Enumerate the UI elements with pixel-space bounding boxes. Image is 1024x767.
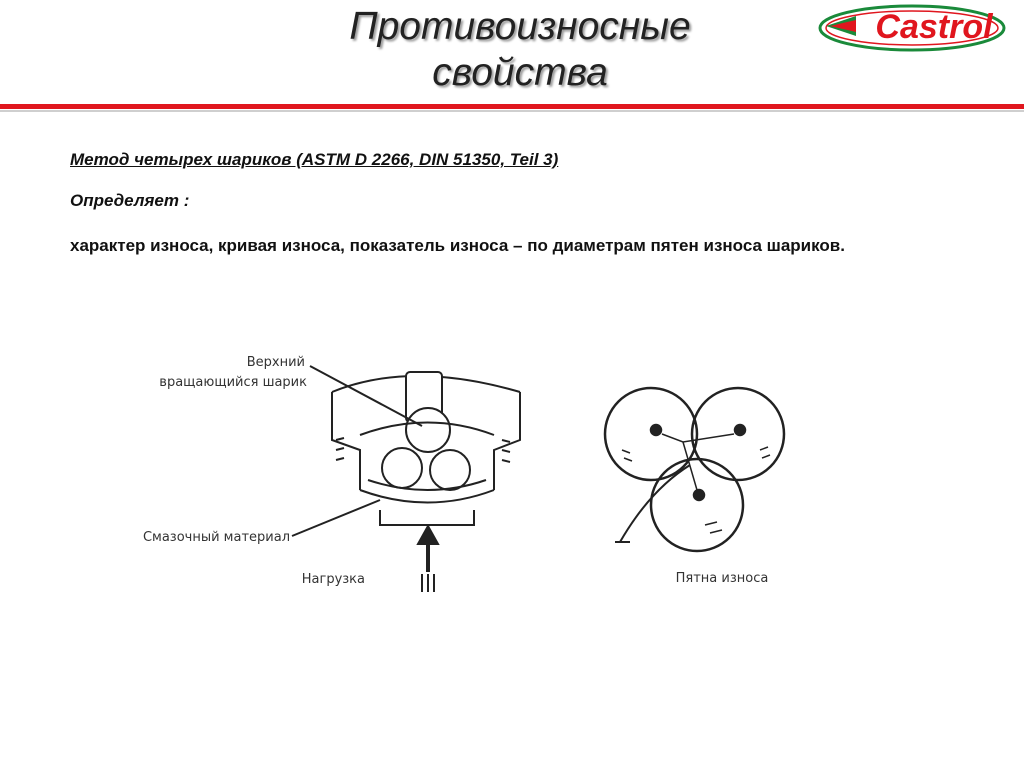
- wear-ball-bottom: [651, 459, 743, 551]
- four-ball-diagram: [110, 330, 830, 610]
- description-text: характер износа, кривая износа, показатель износа – по диаметрам пятен износа шариков.: [70, 236, 845, 255]
- wear-spot-bottom: [694, 490, 704, 500]
- slide-title-line-1: Противоизносные: [349, 5, 691, 48]
- label-top-ball-line-1: Верхний: [246, 355, 305, 370]
- top-ball: [406, 408, 450, 452]
- castrol-logo: [816, 2, 1016, 54]
- method-heading: Метод четырех шариков (ASTM D 2266, DIN 51350, Teil 3): [70, 150, 559, 169]
- header-red-rule: [0, 104, 1024, 109]
- label-lubricant: Смазочный материал: [142, 530, 290, 545]
- test-apparatus-drawing: [292, 366, 520, 592]
- wear-spot-left: [651, 425, 661, 435]
- label-wear-spots: Пятна износа: [675, 571, 769, 586]
- slide-title: [270, 4, 770, 96]
- lower-ball-left: [382, 448, 422, 488]
- label-load: Нагрузка: [301, 572, 365, 587]
- wear-spot-right: [735, 425, 745, 435]
- logo-wordmark: Castrol: [875, 8, 993, 46]
- load-arrow-icon: [418, 526, 438, 544]
- lower-ball-right: [430, 450, 470, 490]
- defines-label: Определяет :: [70, 191, 190, 210]
- wear-spots-drawing: [605, 388, 784, 551]
- wear-ball-left: [605, 388, 697, 480]
- label-top-ball-line-2: вращающийся шарик: [159, 375, 307, 390]
- header-grey-rule: [0, 110, 1024, 112]
- slide-title-line-2: свойства: [432, 51, 608, 94]
